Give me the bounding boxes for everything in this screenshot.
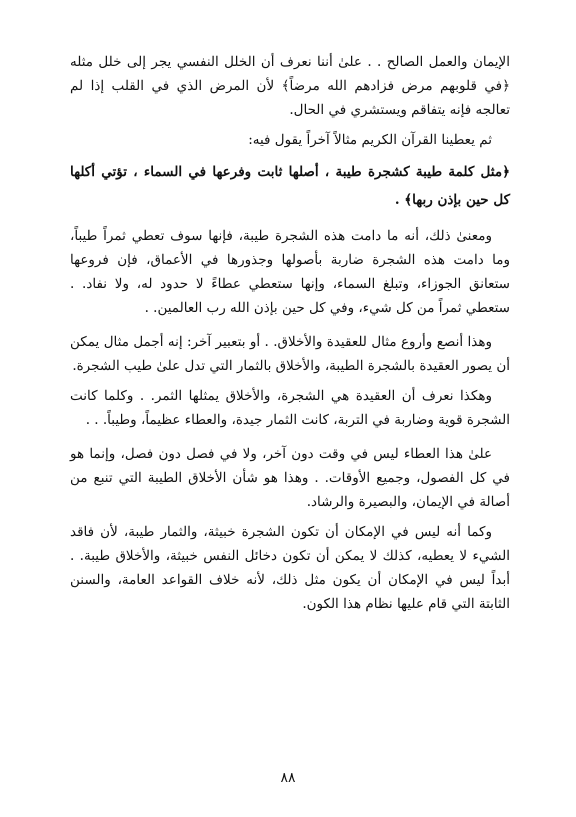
paragraph-4: وهذا أنصع وأروع مثال للعقيدة والأخلاق. . أو بتعبير آخر: إنه أجمل مثال يمكن أن يصور العقيدة بالشجرة الطيبة، والأخلاق بالثمار التي تدل علىٰ طيب الشجرة.: [70, 334, 510, 374]
page-body: [70, 50, 510, 616]
paragraph-6: علىٰ هذا العطاء ليس في وقت دون آخر، ولا في فصل دون فصل، وإنما هو في كل الفصول، وجميع الأوقات. . وهذا هو شأن الأخلاق الطيبة التي تنبع من أصالة في الإيمان، والبصيرة والرشاد.: [70, 446, 510, 510]
paragraph-5: وهكذا نعرف أن العقيدة هي الشجرة، والأخلاق يمثلها الثمر. . وكلما كانت الشجرة قوية وضاربة في التربة، كانت الثمار جيدة، والعطاء عظيماً، وطيباً. . .: [70, 388, 510, 428]
paragraph-2: ثم يعطينا القرآن الكريم مثالاً آخراً يقول فيه:: [248, 132, 492, 148]
quran-verse-quote: ﴿مثل كلمة طيبة كشجرة طيبة ، أصلها ثابت وفرعها في السماء ، تؤتي أكلها كل حين بإذن ربها﴾ .: [70, 164, 510, 208]
paragraph-7: وكما أنه ليس في الإمكان أن تكون الشجرة خبيثة، والثمار طيبة، لأن فاقد الشيء لا يعطيه، كذلك لا يمكن أن تكون دخائل النفس خبيثة، والأخلاق طيبة. . أبداً ليس في الإمكان أن يكون مثل ذلك، لأنه خلاف القواعد العامة، والسنن الثابتة التي قام عليها نظام هذا الكون.: [70, 524, 510, 612]
page-number: ٨٨: [280, 770, 296, 786]
paragraph-3: ومعنىٰ ذلك، أنه ما دامت هذه الشجرة طيبة، فإنها سوف تعطي ثمراً طيباً، وما دامت هذه الشجرة ضاربة بأصولها وجذورها في الأعماق، فإن فروعها ستعانق الجوزاء، وتبلغ السماء، وإنها ستعطي عطاءً لا حدود له، ولا نفاد. . ستعطي ثمراً من كل شيء، وفي كل حين بإذن الله رب العالمين. .: [70, 228, 510, 316]
paragraph-1: الإيمان والعمل الصالح . . علىٰ أننا نعرف أن الخلل النفسي يجر إلى خلل مثله ﴿في قلوبهم مرض فزادهم الله مرضاً﴾ لأن المرض الذي في القلب إذا لم تعالجه فإنه يتفاقم ويستشري في الحال.: [70, 54, 510, 118]
